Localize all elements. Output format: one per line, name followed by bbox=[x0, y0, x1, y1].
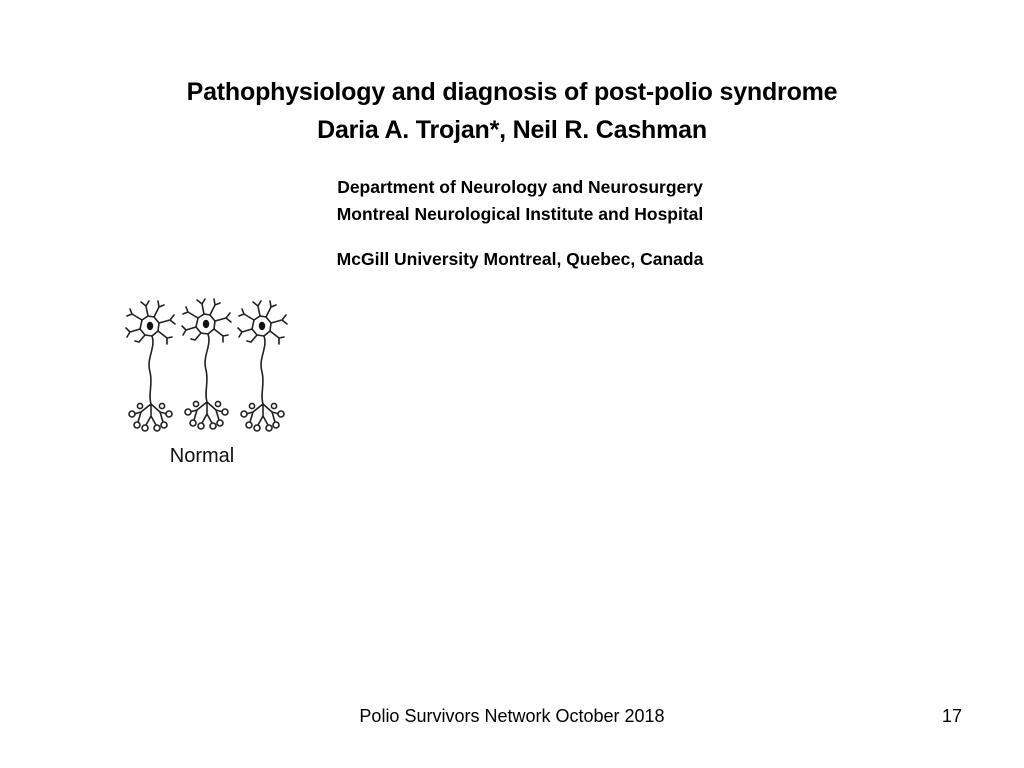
neuron-2 bbox=[182, 299, 231, 429]
page-number: 17 bbox=[941, 706, 962, 726]
footer-text: Polio Survivors Network October 2018 bbox=[359, 706, 665, 726]
slide-authors: Daria A. Trojan*, Neil R. Cashman bbox=[317, 116, 707, 144]
affiliation-department: Department of Neurology and Neurosurgery bbox=[337, 177, 703, 197]
affiliation-university: McGill University Montreal, Quebec, Canada bbox=[336, 249, 704, 269]
neuron-illustration bbox=[118, 292, 314, 472]
slide-title: Pathophysiology and diagnosis of post-polio syndrome bbox=[186, 78, 838, 106]
neuron-3 bbox=[238, 301, 287, 431]
affiliation-institute: Montreal Neurological Institute and Hospital bbox=[336, 204, 704, 224]
neuron-1 bbox=[126, 301, 175, 431]
figure-label: Normal bbox=[169, 445, 235, 467]
